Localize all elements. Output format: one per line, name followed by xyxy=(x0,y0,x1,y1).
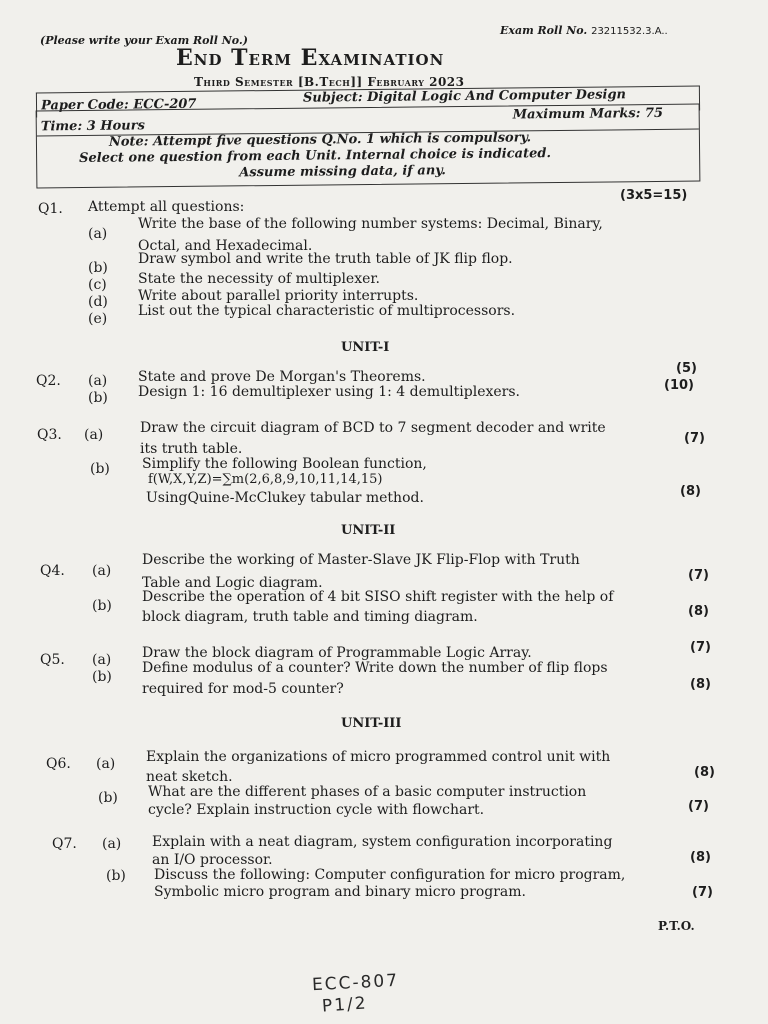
q1-e-text: List out the typical characteristic of multiprocessors. xyxy=(138,303,516,319)
q3-b-label: (b) xyxy=(90,461,110,477)
q5-b-label: (b) xyxy=(92,669,112,685)
q6-a-label: (a) xyxy=(96,756,116,772)
pto-label: P.T.O. xyxy=(658,919,695,933)
q6-a-text: Explain the organizations of micro programmed control unit with xyxy=(146,749,611,765)
q5-b-text-2: required for mod-5 counter? xyxy=(142,681,344,697)
q7-b-label: (b) xyxy=(106,868,126,884)
q6-b-text: What are the different phases of a basic computer instruction xyxy=(148,784,587,800)
q2-a-label: (a) xyxy=(88,373,108,389)
q4-b-text-2: block diagram, truth table and timing diagram. xyxy=(142,609,478,625)
q7-b-marks: (7) xyxy=(692,885,713,900)
q1-a-text: Write the base of the following number systems: Decimal, Binary, xyxy=(138,216,603,232)
exam-roll-label: Exam Roll No. xyxy=(500,24,588,37)
exam-roll-value: 23211532.3.A.. xyxy=(591,26,668,37)
q2-a-marks: (5) xyxy=(676,361,697,376)
q7-a-text-2: an I/O processor. xyxy=(152,852,273,868)
q5-b-text: Define modulus of a counter? Write down the number of flip flops xyxy=(142,660,608,676)
q7-a-marks: (8) xyxy=(690,850,711,865)
unit-2-heading: UNIT-II xyxy=(341,523,396,538)
q6-b-label: (b) xyxy=(98,790,118,806)
q1-a-text-2: Octal, and Hexadecimal. xyxy=(138,238,313,254)
q4-b-marks: (8) xyxy=(688,604,709,619)
q1-a-label: (a) xyxy=(88,226,108,242)
q1-d-text: Write about parallel priority interrupts. xyxy=(138,288,419,304)
q4-a-text-2: Table and Logic diagram. xyxy=(142,575,323,591)
exam-title: End Term Examination xyxy=(176,45,445,71)
q7-number: Q7. xyxy=(52,836,77,852)
q2-b-text: Design 1: 16 demultiplexer using 1: 4 demultiplexers. xyxy=(138,384,520,400)
roll-instruction: (Please write your Exam Roll No.) xyxy=(40,34,248,47)
q1-d-label: (d) xyxy=(88,294,108,310)
q3-a-marks: (7) xyxy=(684,431,705,446)
q2-b-marks: (10) xyxy=(664,378,694,393)
q1-e-label: (e) xyxy=(88,311,108,327)
q4-b-label: (b) xyxy=(92,598,112,614)
q1-text: Attempt all questions: xyxy=(88,199,245,215)
q6-b-text-2: cycle? Explain instruction cycle with flowchart. xyxy=(148,802,485,818)
q3-number: Q3. xyxy=(37,427,62,443)
q3-b-function: f(W,X,Y,Z)=∑m(2,6,8,9,10,11,14,15) xyxy=(148,472,383,487)
q4-number: Q4. xyxy=(40,563,65,579)
q1-b-text: Draw symbol and write the truth table of JK flip flop. xyxy=(138,251,513,267)
q7-b-text-2: Symbolic micro program and binary micro program. xyxy=(154,884,526,900)
q6-a-text-2: neat sketch. xyxy=(146,769,233,785)
q1-number: Q1. xyxy=(38,201,63,217)
note-line-2: Select one question from each Unit. Internal choice is indicated. xyxy=(79,146,552,167)
q2-a-text: State and prove De Morgan's Theorems. xyxy=(138,369,426,385)
unit-3-heading: UNIT-III xyxy=(341,716,402,731)
q5-b-marks: (8) xyxy=(690,677,711,692)
q4-a-label: (a) xyxy=(92,563,112,579)
q5-a-text: Draw the block diagram of Programmable Logic Array. xyxy=(142,645,532,661)
q7-a-text: Explain with a neat diagram, system configuration incorporating xyxy=(152,834,613,850)
note-line-3: Assume missing data, if any. xyxy=(239,163,446,181)
q3-b-method: UsingQuine-McClukey tabular method. xyxy=(146,490,424,506)
q5-number: Q5. xyxy=(40,652,65,668)
q4-a-marks: (7) xyxy=(688,568,709,583)
unit-1-heading: UNIT-I xyxy=(341,340,390,355)
q3-b-text: Simplify the following Boolean function, xyxy=(142,456,427,472)
q3-a-label: (a) xyxy=(84,427,104,443)
note-line-1: Note: Attempt five questions Q.No. 1 which is compulsory. xyxy=(108,130,532,150)
q1-c-text: State the necessity of multiplexer. xyxy=(138,271,381,287)
q5-a-marks: (7) xyxy=(690,640,711,655)
q5-a-label: (a) xyxy=(92,652,112,668)
q4-a-text: Describe the working of Master-Slave JK Flip-Flop with Truth xyxy=(142,552,580,568)
q7-a-label: (a) xyxy=(102,836,122,852)
time-allowed: Time: 3 Hours xyxy=(40,118,145,135)
q3-b-marks: (8) xyxy=(680,484,701,499)
paper-code: Paper Code: ECC-207 xyxy=(40,96,197,114)
q3-a-text-2: its truth table. xyxy=(140,441,243,457)
subject: Subject: Digital Logic And Computer Design xyxy=(302,87,627,106)
time-marks-box xyxy=(36,104,701,189)
handwritten-code: ECC-807 xyxy=(311,970,400,996)
exam-subtitle: Third Semester [B.Tech]] February 2023 xyxy=(194,75,465,89)
q1-b-label: (b) xyxy=(88,260,108,276)
maximum-marks: Maximum Marks: 75 xyxy=(512,105,664,123)
q2-b-label: (b) xyxy=(88,390,108,406)
q2-number: Q2. xyxy=(36,373,61,389)
q1-c-label: (c) xyxy=(88,277,107,293)
q1-marks: (3x5=15) xyxy=(620,188,688,203)
q4-b-text: Describe the operation of 4 bit SISO shift register with the help of xyxy=(142,589,614,605)
q6-number: Q6. xyxy=(46,756,71,772)
q6-a-marks: (8) xyxy=(694,765,715,780)
q3-a-text: Draw the circuit diagram of BCD to 7 segment decoder and write xyxy=(140,420,606,436)
handwritten-page: P1/2 xyxy=(321,993,369,1017)
q6-b-marks: (7) xyxy=(688,799,709,814)
exam-roll-number xyxy=(500,24,668,37)
q7-b-text: Discuss the following: Computer configuration for micro program, xyxy=(154,867,626,883)
